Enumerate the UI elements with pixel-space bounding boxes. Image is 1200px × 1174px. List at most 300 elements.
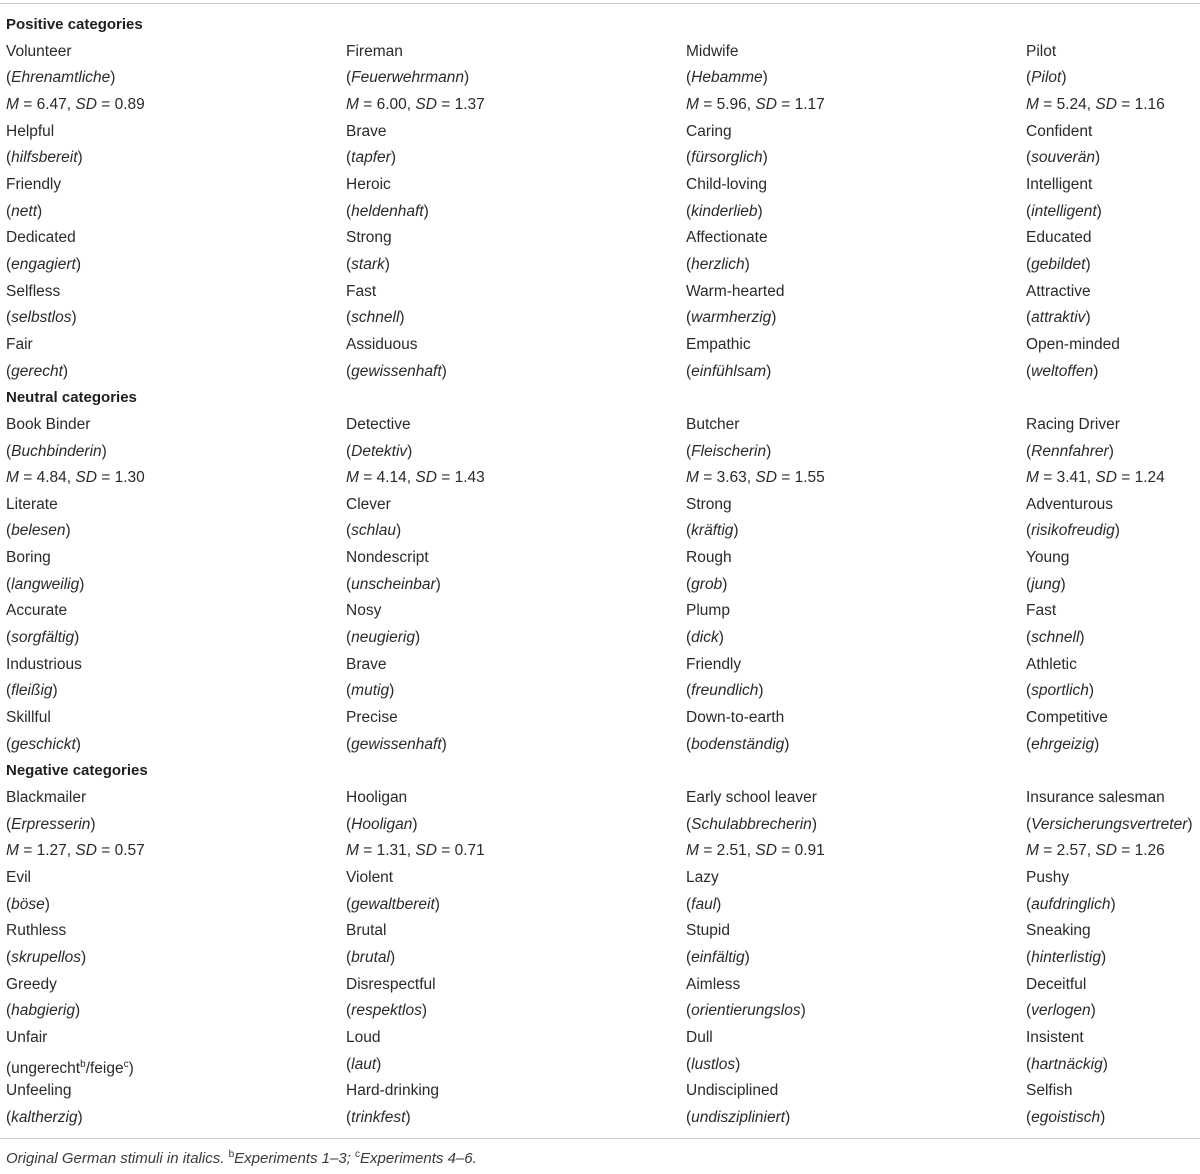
table-cell [0, 332, 340, 359]
trait-english: Sneaking [1026, 922, 1091, 940]
trait-german: ungerecht [11, 1059, 81, 1077]
table-row [0, 572, 1200, 599]
trait-german: egoistisch [1031, 1108, 1101, 1126]
trait-german: attraktiv [1031, 309, 1086, 327]
mean-label: M [686, 842, 699, 860]
table-row [0, 39, 1200, 66]
trait-english: Boring [6, 549, 51, 567]
table-cell: (geschickt) [6, 735, 81, 753]
trait-english: Pushy [1026, 869, 1070, 886]
table-cell: (stark) [346, 255, 390, 273]
table-cell [0, 225, 340, 252]
table-cell [0, 1025, 340, 1052]
mean-value: 6.47 [36, 95, 67, 113]
trait-german: warmherzig [691, 309, 772, 327]
trait-german: jung [1031, 575, 1061, 593]
trait-german: orientierungslos [691, 1002, 801, 1020]
trait-german: stark [351, 255, 385, 273]
table-row [0, 279, 1200, 306]
table-cell [340, 705, 680, 732]
table-cell: (attraktiv) [1026, 309, 1091, 327]
trait-english: Aimless [686, 975, 741, 993]
table-cell: (einfühlsam) [686, 362, 772, 380]
table-cell: (kräftig) [686, 522, 739, 540]
table-cell: M = 2.57, SD = 1.26 [1026, 842, 1165, 860]
trait-german: gewissenhaft [351, 735, 442, 753]
table-cell: (Versicherungsvertreter) [1026, 815, 1193, 833]
sd-label: SD [75, 469, 97, 487]
table-row [0, 199, 1200, 226]
table-cell [0, 918, 340, 945]
table-cell: (unscheinbar) [346, 575, 441, 593]
table-cell [340, 39, 680, 66]
category-german: Erpresserin [11, 815, 91, 833]
table-row [0, 359, 1200, 386]
trait-english: Warm-hearted [686, 282, 785, 300]
table-cell [0, 119, 340, 146]
sd-value: 1.17 [794, 95, 825, 113]
table-cell [340, 225, 680, 252]
table-cell: (sorgfältig) [6, 629, 80, 647]
trait-german: lustlos [691, 1055, 736, 1073]
sd-value: 0.89 [114, 95, 145, 113]
trait-german: skrupellos [11, 948, 81, 966]
table-cell [340, 332, 680, 359]
table-cell: (Buchbinderin) [6, 442, 107, 460]
table-cell: (neugierig) [346, 629, 421, 647]
trait-german: selbstlos [11, 309, 72, 327]
table-row [0, 892, 1200, 919]
category-name: Fireman [346, 42, 403, 60]
sd-value: 1.26 [1134, 842, 1165, 860]
mean-value: 2.51 [716, 842, 747, 860]
trait-english: Deceitful [1026, 975, 1087, 993]
table-cell: (einfältig) [686, 948, 750, 966]
table-cell [680, 225, 1020, 252]
sd-label: SD [1095, 842, 1117, 860]
table-cell: (kinderlieb) [686, 202, 763, 220]
trait-german: sportlich [1031, 682, 1089, 700]
table-cell: M = 5.24, SD = 1.16 [1026, 95, 1165, 113]
trait-german: kinderlieb [691, 202, 758, 220]
table-cell: M = 3.41, SD = 1.24 [1026, 469, 1165, 487]
table-cell: (gewaltbereit) [346, 895, 440, 913]
table-cell: (Feuerwehrmann) [346, 69, 470, 87]
table-cell [0, 972, 340, 999]
trait-english: Dedicated [6, 229, 76, 247]
table-cell: (hilfsbereit) [6, 149, 83, 167]
table-cell [1020, 705, 1200, 732]
trait-german: verlogen [1031, 1002, 1091, 1020]
trait-german: trinkfest [351, 1108, 406, 1126]
table-cell [1020, 412, 1200, 439]
table-cell [0, 785, 340, 812]
sd-value: 1.55 [794, 469, 825, 487]
table-cell [0, 652, 340, 679]
table-row [0, 625, 1200, 652]
table-cell [340, 545, 680, 572]
category-german: Rennfahrer [1031, 442, 1109, 460]
trait-english: Clever [346, 495, 391, 513]
table-row [0, 439, 1200, 466]
table-cell [680, 918, 1020, 945]
trait-english: Nondescript [346, 549, 429, 567]
category-german: Hooligan [351, 815, 413, 833]
table-cell: (schnell) [346, 309, 405, 327]
table-cell [680, 1025, 1020, 1052]
table-cell [1020, 172, 1200, 199]
trait-german: freundlich [691, 682, 759, 700]
trait-english: Disrespectful [346, 975, 436, 993]
trait-english: Assiduous [346, 335, 418, 353]
table-cell [1020, 332, 1200, 359]
table-cell: (Ehrenamtliche) [6, 69, 116, 87]
trait-german: aufdringlich [1031, 895, 1111, 913]
trait-english: Selfless [6, 282, 61, 300]
footnote-text: Original German stimuli in italics. [6, 1150, 229, 1167]
category-name: Butcher [686, 415, 740, 433]
table-cell: (laut) [346, 1055, 382, 1073]
table-cell: (skrupellos) [6, 948, 87, 966]
trait-english: Friendly [686, 655, 742, 673]
table-cell [1020, 225, 1200, 252]
table-cell: (engagiert) [6, 255, 81, 273]
trait-german: gewaltbereit [351, 895, 435, 913]
category-name: Volunteer [6, 42, 72, 60]
table-cell: (habgierig) [6, 1002, 81, 1020]
table-cell [0, 39, 340, 66]
table-cell [1020, 1078, 1200, 1105]
trait-english: Rough [686, 549, 732, 567]
table-cell [680, 412, 1020, 439]
trait-german: einfühlsam [691, 362, 767, 380]
table-cell [1020, 785, 1200, 812]
table-cell: M = 1.27, SD = 0.57 [6, 842, 145, 860]
trait-german: sorgfältig [11, 629, 75, 647]
table-cell: (verlogen) [1026, 1002, 1096, 1020]
trait-german: unscheinbar [351, 575, 436, 593]
table-cell: (kaltherzig) [6, 1108, 83, 1126]
table-cell: (brutal) [346, 948, 396, 966]
table-cell: M = 4.14, SD = 1.43 [346, 469, 485, 487]
table-cell [1020, 119, 1200, 146]
trait-english: Stupid [686, 922, 730, 940]
table-cell [340, 279, 680, 306]
trait-english: Open-minded [1026, 335, 1120, 353]
trait-german: mutig [351, 682, 390, 700]
table-cell: (schnell) [1026, 629, 1085, 647]
trait-german: gewissenhaft [351, 362, 442, 380]
category-name: Book Binder [6, 415, 91, 433]
trait-english: Educated [1026, 229, 1092, 247]
trait-english: Lazy [686, 869, 719, 886]
trait-english: Dull [686, 1028, 713, 1046]
table-cell: (respektlos) [346, 1002, 427, 1020]
trait-english: Plump [686, 602, 730, 620]
table-cell [340, 412, 680, 439]
table-row [0, 92, 1200, 119]
table-cell: (gewissenhaft) [346, 735, 447, 753]
trait-german: herzlich [691, 255, 745, 273]
trait-english: Affectionate [686, 229, 768, 247]
table-cell [680, 1078, 1020, 1105]
table-row [0, 945, 1200, 972]
trait-english: Insistent [1026, 1028, 1084, 1046]
table-row [0, 172, 1200, 199]
table-cell [340, 598, 680, 625]
trait-german: tapfer [351, 149, 391, 167]
trait-english: Strong [346, 229, 392, 247]
table-cell: (heldenhaft) [346, 202, 429, 220]
table-row [0, 1052, 1200, 1079]
trait-german: intelligent [1031, 202, 1097, 220]
table-cell: (schlau) [346, 522, 402, 540]
table-cell: (Fleischerin) [686, 442, 772, 460]
trait-english: Attractive [1026, 282, 1091, 300]
trait-english: Unfeeling [6, 1082, 72, 1100]
sd-value: 1.43 [454, 469, 485, 487]
category-name: Detective [346, 415, 411, 433]
category-name: Blackmailer [6, 789, 87, 807]
table-cell [680, 598, 1020, 625]
sd-label: SD [755, 469, 777, 487]
category-german: Versicherungsvertreter [1031, 815, 1188, 833]
table-row [0, 998, 1200, 1025]
table-cell: (bodenständig) [686, 735, 790, 753]
sd-label: SD [415, 842, 437, 860]
table-cell [1020, 865, 1200, 892]
table-cell: (ungerecht$^b$/feige$^c$) [6, 1058, 134, 1077]
trait-german: fleißig [11, 682, 53, 700]
table-cell: (grob) [686, 575, 728, 593]
footnote-exp-b: Experiments 1–3; [234, 1150, 356, 1167]
trait-german: nett [11, 202, 38, 220]
trait-german: dick [691, 629, 719, 647]
table-cell: (warmherzig) [686, 309, 777, 327]
sd-value: 1.37 [454, 95, 485, 113]
sd-label: SD [755, 95, 777, 113]
trait-english: Competitive [1026, 709, 1108, 727]
table-cell: (fürsorglich) [686, 149, 768, 167]
table-cell [680, 705, 1020, 732]
category-german: Detektiv [351, 442, 408, 460]
trait-german: laut [351, 1055, 377, 1073]
section-title: Neutral categories [6, 389, 137, 407]
sd-label: SD [755, 842, 777, 860]
trait-english: Nosy [346, 602, 382, 620]
table-cell: (mutig) [346, 682, 395, 700]
mean-value: 6.00 [376, 95, 407, 113]
category-german: Buchbinderin [11, 442, 102, 460]
table-cell [0, 705, 340, 732]
table-cell [0, 172, 340, 199]
trait-german: langweilig [11, 575, 80, 593]
table-cell: (ehrgeizig) [1026, 735, 1100, 753]
trait-english: Industrious [6, 655, 82, 673]
table-cell [340, 119, 680, 146]
table-cell [340, 865, 680, 892]
table-cell [1020, 279, 1200, 306]
table-cell [1020, 1025, 1200, 1052]
mean-value: 5.96 [716, 95, 747, 113]
table-cell: (hartnäckig) [1026, 1055, 1108, 1073]
footnote-marker-c: c [123, 1058, 129, 1070]
trait-english: Fast [1026, 602, 1057, 620]
trait-german: fürsorglich [691, 149, 763, 167]
sd-label: SD [75, 95, 97, 113]
mean-label: M [346, 842, 359, 860]
table-cell: M = 6.00, SD = 1.37 [346, 95, 485, 113]
mean-label: M [1026, 842, 1039, 860]
table-cell [0, 545, 340, 572]
mean-value: 4.14 [376, 469, 407, 487]
sd-label: SD [75, 842, 97, 860]
table-cell [0, 598, 340, 625]
table-cell: (selbstlos) [6, 309, 77, 327]
table-cell [680, 172, 1020, 199]
table-cell: M = 6.47, SD = 0.89 [6, 95, 145, 113]
trait-german: einfältig [691, 948, 745, 966]
table-row [0, 812, 1200, 839]
table-cell [680, 865, 1020, 892]
trait-german: souverän [1031, 149, 1095, 167]
category-name: Racing Driver [1026, 415, 1120, 433]
trait-english: Friendly [6, 175, 62, 193]
trait-german: engagiert [11, 255, 76, 273]
section-title: Positive categories [6, 16, 143, 33]
table-cell: (aufdringlich) [1026, 895, 1116, 913]
table-cell [0, 865, 340, 892]
category-name: Insurance salesman [1026, 789, 1165, 807]
table-cell: (hinterlistig) [1026, 948, 1107, 966]
table-cell [1020, 492, 1200, 519]
table-body [0, 12, 1200, 1132]
trait-english: Hard-drinking [346, 1082, 440, 1100]
trait-english: Fair [6, 335, 33, 353]
trait-english: Caring [686, 122, 732, 140]
table-cell: M = 3.63, SD = 1.55 [686, 469, 825, 487]
table-cell [340, 652, 680, 679]
table-cell: (sportlich) [1026, 682, 1095, 700]
table-cell [0, 492, 340, 519]
sd-label: SD [415, 469, 437, 487]
table-footnote [6, 1149, 477, 1167]
trait-english: Undisciplined [686, 1082, 779, 1100]
section-title: Negative categories [6, 762, 148, 780]
trait-english: Precise [346, 709, 398, 727]
table-row [0, 119, 1200, 146]
trait-german: feige [90, 1059, 124, 1077]
table-cell: M = 1.31, SD = 0.71 [346, 842, 485, 860]
table-cell: (freundlich) [686, 682, 764, 700]
trait-english: Intelligent [1026, 175, 1093, 193]
table-cell: (undiszipliniert) [686, 1108, 791, 1126]
table-row [0, 705, 1200, 732]
table-row [0, 785, 1200, 812]
table-cell [680, 652, 1020, 679]
trait-german: bodenständig [691, 735, 785, 753]
trait-german: brutal [351, 948, 390, 966]
table-row [0, 145, 1200, 172]
table-cell: (dick) [686, 629, 724, 647]
trait-german: kräftig [691, 522, 734, 540]
sd-label: SD [1095, 469, 1117, 487]
footnote-sup-b: b [228, 1149, 235, 1160]
trait-english: Loud [346, 1028, 381, 1046]
mean-value: 3.63 [716, 469, 747, 487]
sd-value: 1.30 [114, 469, 145, 487]
table-cell [680, 119, 1020, 146]
trait-english: Greedy [6, 975, 57, 993]
footnote-marker-b: b [80, 1058, 86, 1070]
table-cell: (nett) [6, 202, 43, 220]
table-cell: (risikofreudig) [1026, 522, 1120, 540]
table-row [0, 252, 1200, 279]
footnote-sup-c: c [355, 1149, 361, 1160]
mean-label: M [6, 469, 19, 487]
trait-german: risikofreudig [1031, 522, 1115, 540]
table-cell: (Rennfahrer) [1026, 442, 1114, 460]
trait-german: kaltherzig [11, 1108, 78, 1126]
table-cell: (Detektiv) [346, 442, 413, 460]
table-cell: (gebildet) [1026, 255, 1091, 273]
trait-german: ehrgeizig [1031, 735, 1095, 753]
sd-value: 1.16 [1134, 95, 1165, 113]
table-cell: (Schulabbrecherin) [686, 815, 817, 833]
trait-english: Young [1026, 549, 1070, 567]
trait-english: Empathic [686, 335, 751, 353]
table-cell: (souverän) [1026, 149, 1101, 167]
table-cell [680, 972, 1020, 999]
table-row [0, 972, 1200, 999]
trait-german: geschickt [11, 735, 76, 753]
category-german: Hebamme [691, 69, 763, 87]
trait-german: hinterlistig [1031, 948, 1101, 966]
mean-value: 2.57 [1056, 842, 1087, 860]
table-cell: (Erpresserin) [6, 815, 96, 833]
table-cell [680, 332, 1020, 359]
trait-english: Accurate [6, 602, 68, 620]
category-name: Midwife [686, 42, 739, 60]
category-german: Feuerwehrmann [351, 69, 465, 87]
mean-value: 3.41 [1056, 469, 1087, 487]
table-row [0, 598, 1200, 625]
table-cell: (intelligent) [1026, 202, 1102, 220]
trait-english: Down-to-earth [686, 709, 785, 727]
trait-english: Adventurous [1026, 495, 1114, 513]
mean-label: M [6, 95, 19, 113]
table-cell [340, 972, 680, 999]
table-cell [680, 785, 1020, 812]
trait-english: Brutal [346, 922, 387, 940]
trait-english: Child-loving [686, 175, 767, 193]
trait-german: gerecht [11, 362, 63, 380]
table-row [0, 918, 1200, 945]
table-row [0, 545, 1200, 572]
table-cell: (belesen) [6, 522, 71, 540]
trait-german: schnell [351, 309, 400, 327]
category-name: Hooligan [346, 789, 408, 807]
table-cell [340, 492, 680, 519]
trait-english: Unfair [6, 1028, 48, 1046]
sd-label: SD [1095, 95, 1117, 113]
table-cell: (böse) [6, 895, 50, 913]
table-cell: (orientierungslos) [686, 1002, 806, 1020]
table-cell [1020, 972, 1200, 999]
trait-german: grob [691, 575, 723, 593]
trait-english: Brave [346, 122, 387, 140]
trait-german: schlau [351, 522, 396, 540]
